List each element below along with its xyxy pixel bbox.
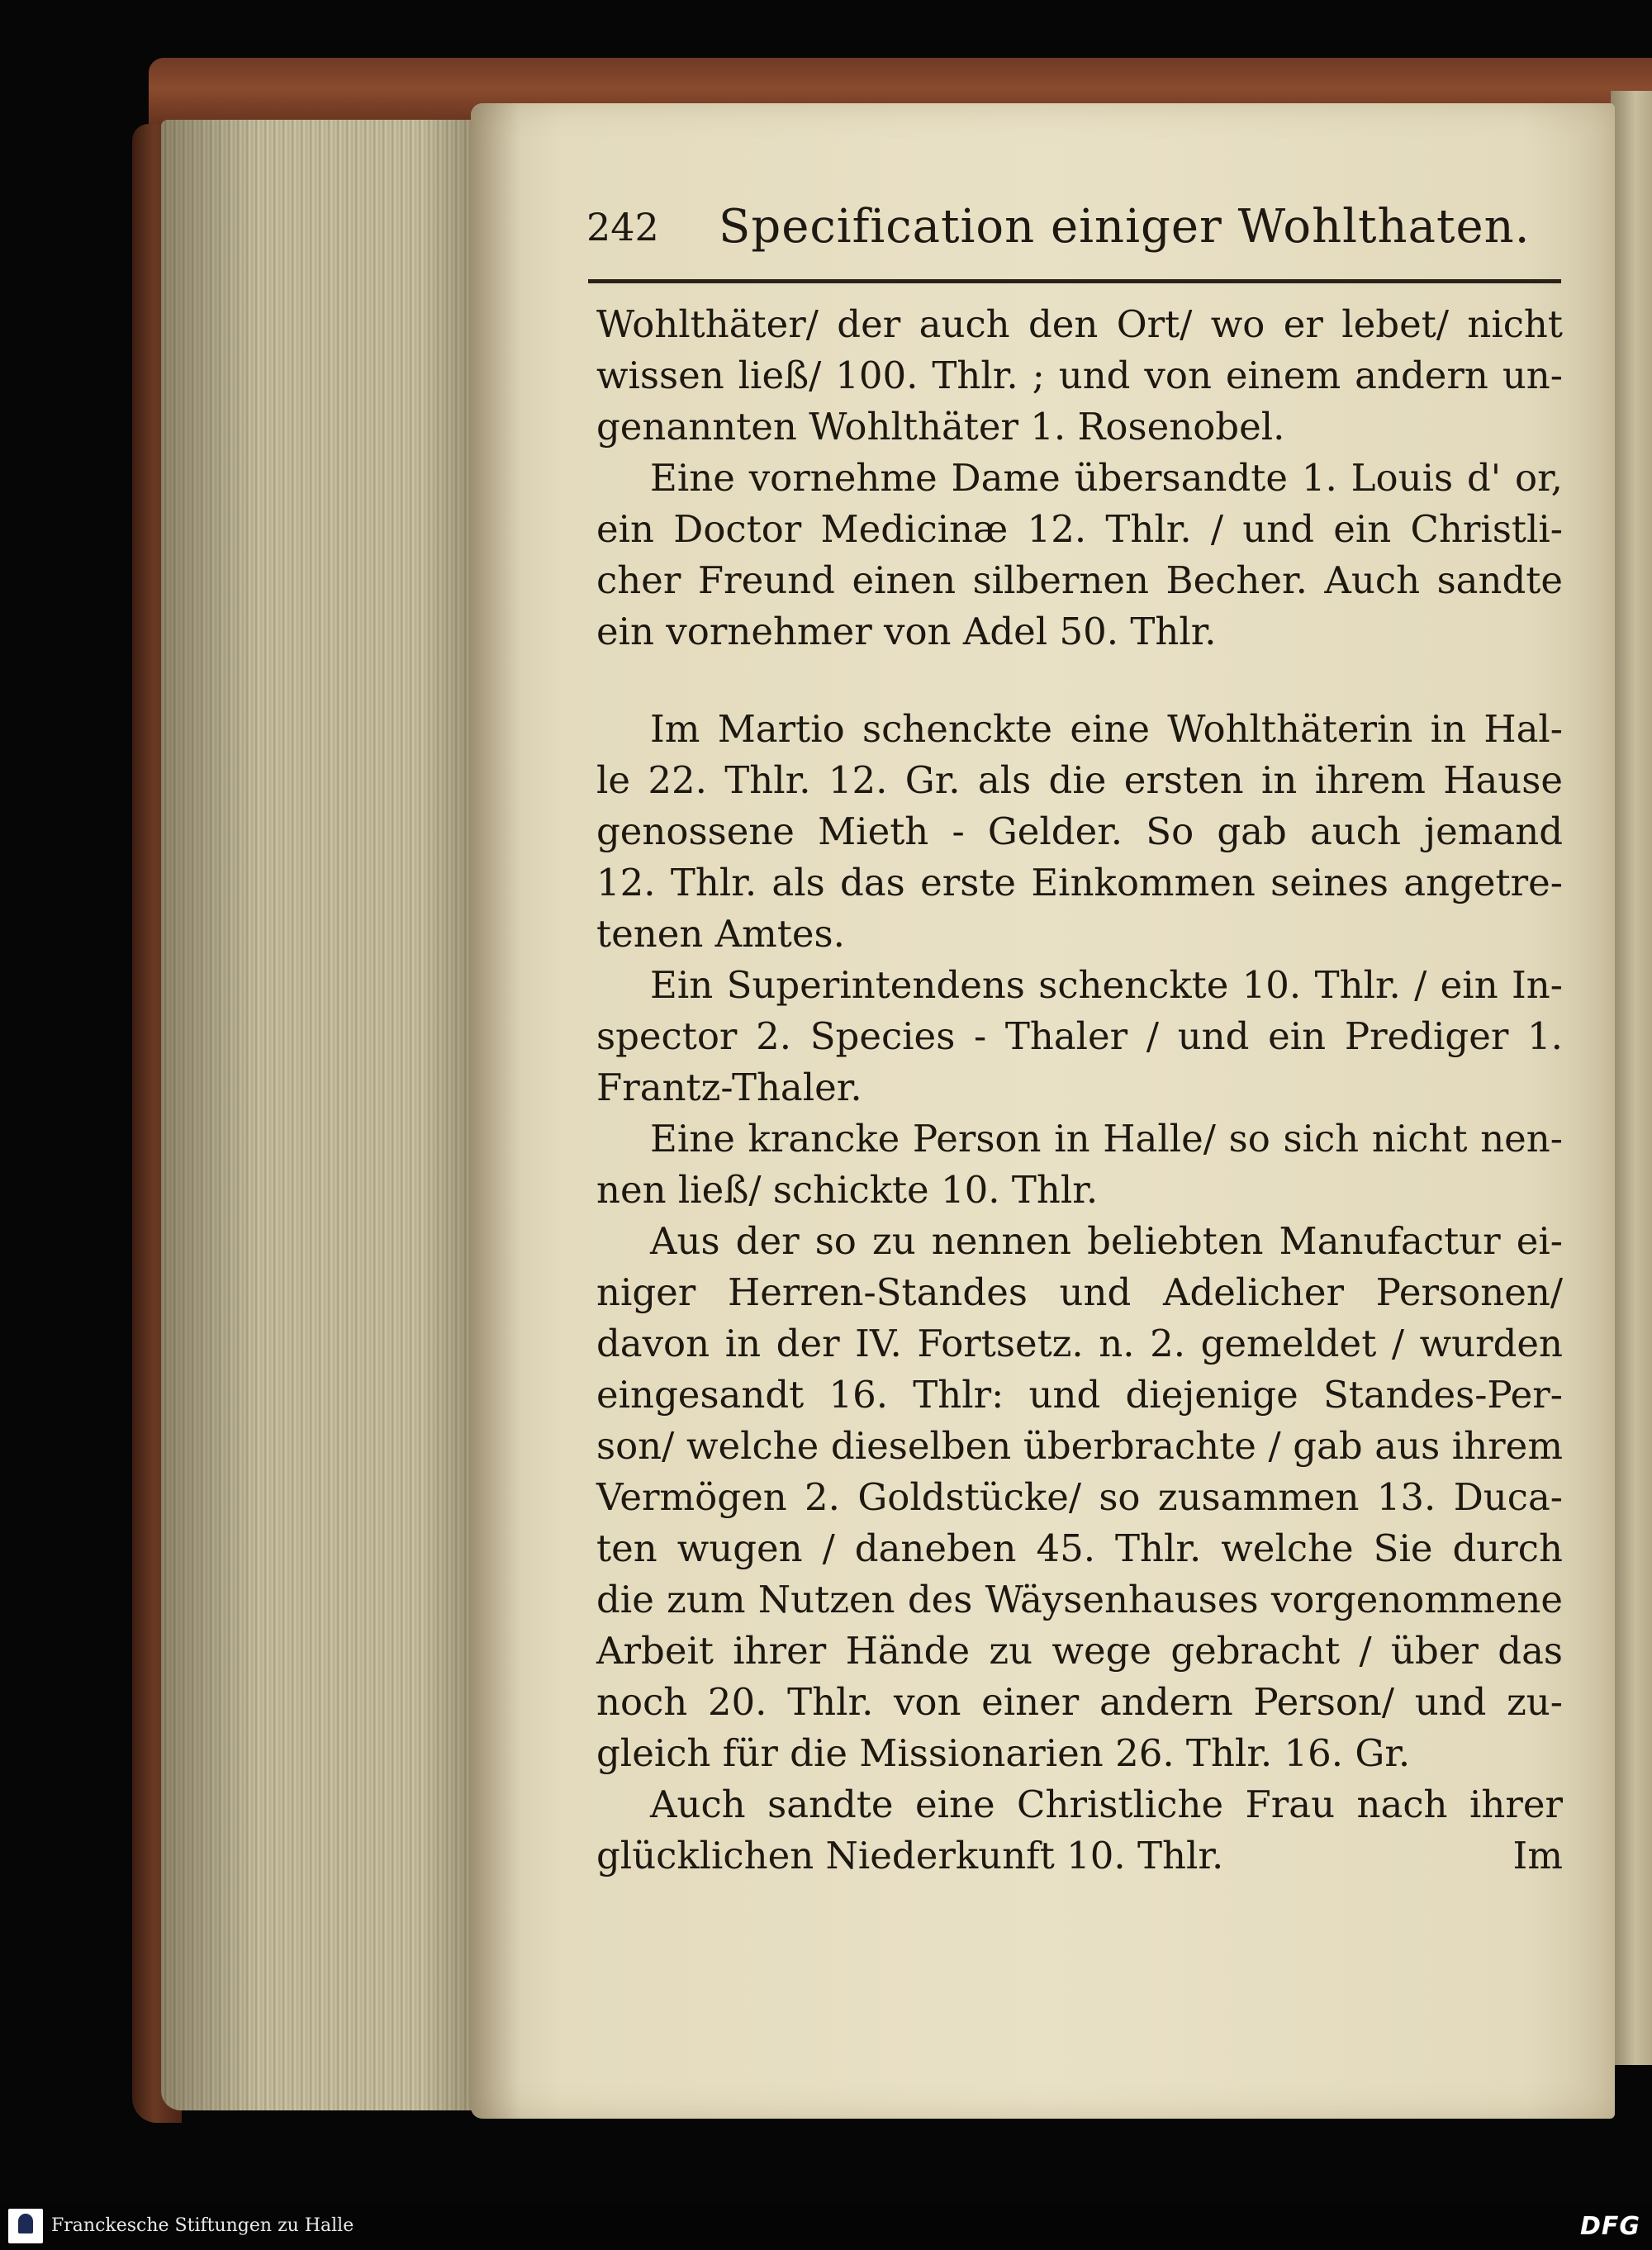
text-line: Im Martio schenckte eine Wohlthäterin in Hal-: [650, 707, 1563, 751]
text-line: le 22. Thlr. 12. Gr. als die ersten in ihrem Hause: [596, 758, 1563, 802]
institution-name: Franckesche Stiftungen zu Halle: [51, 2215, 354, 2236]
text-line: 12. Thlr. als das erste Einkommen seines angetre-: [596, 861, 1563, 904]
catchword: Im: [1512, 1834, 1563, 1877]
text-line: Arbeit ihrer Hände zu wege gebracht / über das: [596, 1629, 1563, 1673]
text-line: nen ließ/ schickte 10. Thlr.: [596, 1168, 1099, 1212]
text-line: Wohlthäter/ der auch den Ort/ wo er lebet/ nicht: [596, 302, 1563, 346]
text-line: ein Doctor Medicinæ 12. Thlr. / und ein Christli-: [596, 507, 1563, 551]
text-line: Eine krancke Person in Halle/ so sich nicht nen-: [650, 1117, 1563, 1161]
header-rule: [588, 279, 1561, 283]
text-line: eingesandt 16. Thlr: und diejenige Standes-Per-: [596, 1373, 1563, 1417]
text-line-last: [596, 1830, 1563, 1882]
text-line: cher Freund einen silbernen Becher. Auch sandte: [596, 558, 1563, 602]
page-header: [586, 197, 1561, 263]
page-number: 242: [586, 205, 659, 249]
page-body: [596, 299, 1563, 1882]
text-line: son/ welche dieselben überbrachte / gab aus ihrem: [596, 1424, 1563, 1468]
dfg-logo: DFG: [1579, 2212, 1640, 2241]
text-line: Eine vornehme Dame übersandte 1. Louis d' or,: [650, 456, 1563, 500]
running-title: Specification einiger Wohlthaten.: [719, 200, 1531, 254]
text-line: Vermögen 2. Goldstücke/ so zusammen 13. Duca-: [596, 1475, 1563, 1519]
text-line: die zum Nutzen des Wäysenhauses vorgenommene: [596, 1578, 1563, 1621]
paragraph-gap: [596, 657, 1563, 704]
text-line: noch 20. Thlr. von einer andern Person/ und zu-: [596, 1680, 1563, 1724]
text-line: genannten Wohlthäter 1. Rosenobel.: [596, 405, 1285, 449]
text-line: genossene Mieth - Gelder. So gab auch jemand: [596, 809, 1563, 853]
institution-logo: [8, 2209, 43, 2243]
institution-crest-icon: [18, 2214, 33, 2233]
text-line: gleich für die Missionarien 26. Thlr. 16. Gr.: [596, 1731, 1411, 1775]
text-line: ten wugen / daneben 45. Thlr. welche Sie durch: [596, 1526, 1563, 1570]
text-line: davon in der IV. Fortsetz. n. 2. gemeldet / wurden: [596, 1322, 1563, 1365]
page-edges-shadow: [161, 120, 487, 2110]
page-gutter-shadow: [471, 103, 520, 2119]
viewer-footer: [0, 2205, 1652, 2250]
text-line: niger Herren-Standes und Adelicher Personen/: [596, 1270, 1563, 1314]
text-line: Auch sandte eine Christliche Frau nach ihrer: [650, 1782, 1563, 1826]
text-line: glücklichen Niederkunft 10. Thlr.: [596, 1834, 1224, 1877]
text-line: ein vornehmer von Adel 50. Thlr.: [596, 610, 1217, 653]
text-line: spector 2. Species - Thaler / und ein Prediger 1.: [596, 1014, 1563, 1058]
text-line: wissen ließ/ 100. Thlr. ; und von einem andern un-: [596, 354, 1563, 397]
facing-page-edge: [1611, 91, 1652, 2065]
text-line: Ein Superintendens schenckte 10. Thlr. / ein In-: [650, 963, 1563, 1007]
text-line: tenen Amtes.: [596, 912, 845, 956]
text-line: Frantz-Thaler.: [596, 1066, 862, 1109]
text-line: Aus der so zu nennen beliebten Manufactur ei-: [650, 1219, 1563, 1263]
